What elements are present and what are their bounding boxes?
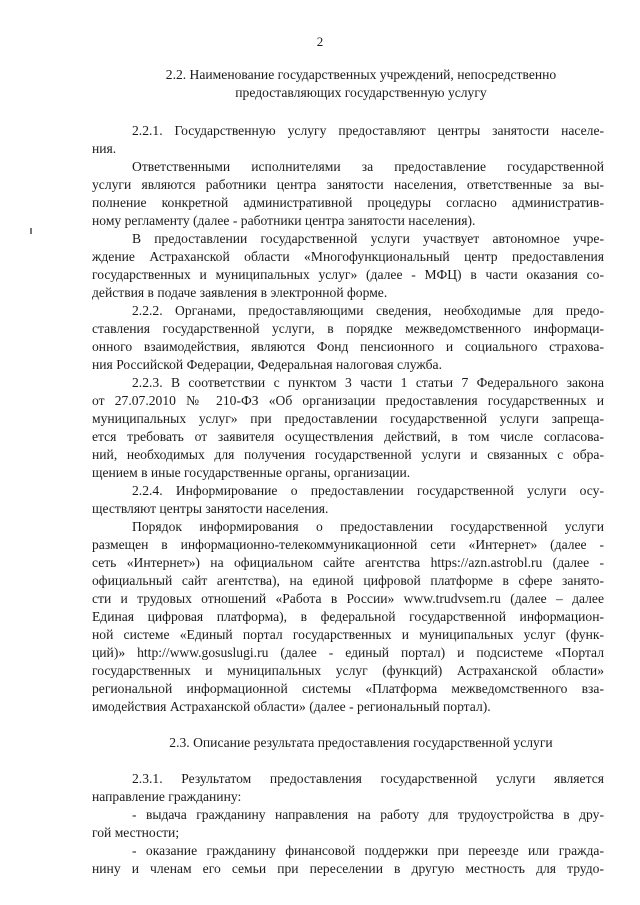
- section-heading-2-2-line1: 2.2. Наименование государственных учреждений, непосредственно: [165, 67, 557, 82]
- paragraph-line: ному регламенту (далее - работники центра занятости населения).: [92, 213, 476, 228]
- paragraph-line: ществляют центры занятости населения.: [92, 501, 329, 516]
- paragraph-line: В предоставлении государственной услуги участвует автономное учре-: [132, 231, 604, 246]
- paragraph-line: - выдача гражданину направления на работу для трудоустройства в дру-: [132, 807, 604, 822]
- paragraph-line: 2.2.4. Информирование о предоставлении государственной услуги осу-: [132, 483, 604, 498]
- paragraph-line: ния Российской Федерации, Федеральная налоговая служба.: [92, 357, 442, 372]
- paragraph-line: Порядок информирования о предоставлении государственной услуги: [132, 519, 604, 534]
- paragraph-line: Единая цифровая платформа), в федеральной государственной информацион-: [92, 609, 604, 624]
- section-heading-2-3: 2.3. Описание результата предоставления государственной услуги: [169, 735, 553, 750]
- page-number: 2: [316, 34, 324, 49]
- paragraph-line: муниципальных услуг» при предоставлении государственной услуги запреща-: [92, 411, 604, 426]
- paragraph-line: 2.2.3. В соответствии с пунктом 3 части 1 статьи 7 Федерального закона: [132, 375, 604, 390]
- paragraph-line: размещен в информационно-телекоммуникационной сети «Интернет» (далее -: [92, 537, 604, 552]
- paragraph-line: от 27.07.2010 № 210-ФЗ «Об организации предоставления государственных и: [92, 393, 604, 408]
- paragraph-line: ций)» http://www.gosuslugi.ru (далее - единый портал) и подсистеме «Портал: [92, 645, 604, 660]
- paragraph-line: 2.2.2. Органами, предоставляющими сведения, необходимые для предо-: [132, 303, 604, 318]
- paragraph-line: имодействия Астраханской области» (далее - региональный портал).: [92, 699, 491, 714]
- paragraph-line: щением в иные государственные органы, организации.: [92, 465, 411, 480]
- paragraph-line: ставления государственной услуги, в порядке межведомственного информаци-: [92, 321, 604, 336]
- paragraph-line: сеть «Интернет») на официальном сайте агентства https://azn.astrobl.ru (далее -: [92, 555, 604, 570]
- paragraph-line: - оказание гражданину финансовой поддержки при переезде или гражда-: [132, 843, 604, 858]
- paragraph-line: действия в подаче заявления в электронной форме.: [92, 285, 388, 300]
- paragraph-line: ется требовать от заявителя осуществления действий, в том числе согласова-: [92, 429, 604, 444]
- paragraph-line: региональной информационной системы «Платформа межведомственного вза-: [92, 681, 604, 696]
- paragraph-line: ний, необходимых для получения государственной услуги и связанных с обра-: [92, 447, 604, 462]
- paragraph-line: гой местности;: [92, 825, 180, 840]
- paragraph-line: ждение Астраханской области «Многофункциональный центр предоставления: [92, 249, 604, 264]
- paragraph-line: 2.2.1. Государственную услугу предоставляют центры занятости населе-: [132, 123, 604, 138]
- paragraph-line: государственных и муниципальных услуг» (далее - МФЦ) в части оказания со-: [92, 267, 604, 282]
- paragraph-line: официальный сайт агентства), на единой цифровой платформе в сфере занято-: [92, 573, 604, 588]
- paragraph-line: полнение конкретной административной процедуры согласно административ-: [92, 195, 604, 210]
- section-heading-2-2-line2: предоставляющих государственную услугу: [235, 85, 487, 100]
- paragraph-line: ния.: [92, 141, 117, 156]
- paragraph-line: 2.3.1. Результатом предоставления государственной услуги является: [132, 771, 604, 786]
- paragraph-line: нину и членам его семьи при переселении в другую местность для трудо-: [92, 861, 604, 876]
- margin-mark: [30, 228, 32, 234]
- paragraph-line: услуги являются работники центра занятости населения, ответственные за вы-: [92, 177, 604, 192]
- paragraph-line: сти и трудовых отношений «Работа в России» www.trudvsem.ru (далее – далее: [92, 591, 604, 606]
- paragraph-line: онного взаимодействия, являются Фонд пенсионного и социального страхова-: [92, 339, 604, 354]
- paragraph-line: Ответственными исполнителями за предоставление государственной: [132, 159, 604, 174]
- paragraph-line: направление гражданину:: [92, 789, 242, 804]
- paragraph-line: государственных и муниципальных услуг (функций) Астраханской области»: [92, 663, 604, 678]
- paragraph-line: ной системе «Единый портал государственных и муниципальных услуг (функ-: [92, 627, 604, 642]
